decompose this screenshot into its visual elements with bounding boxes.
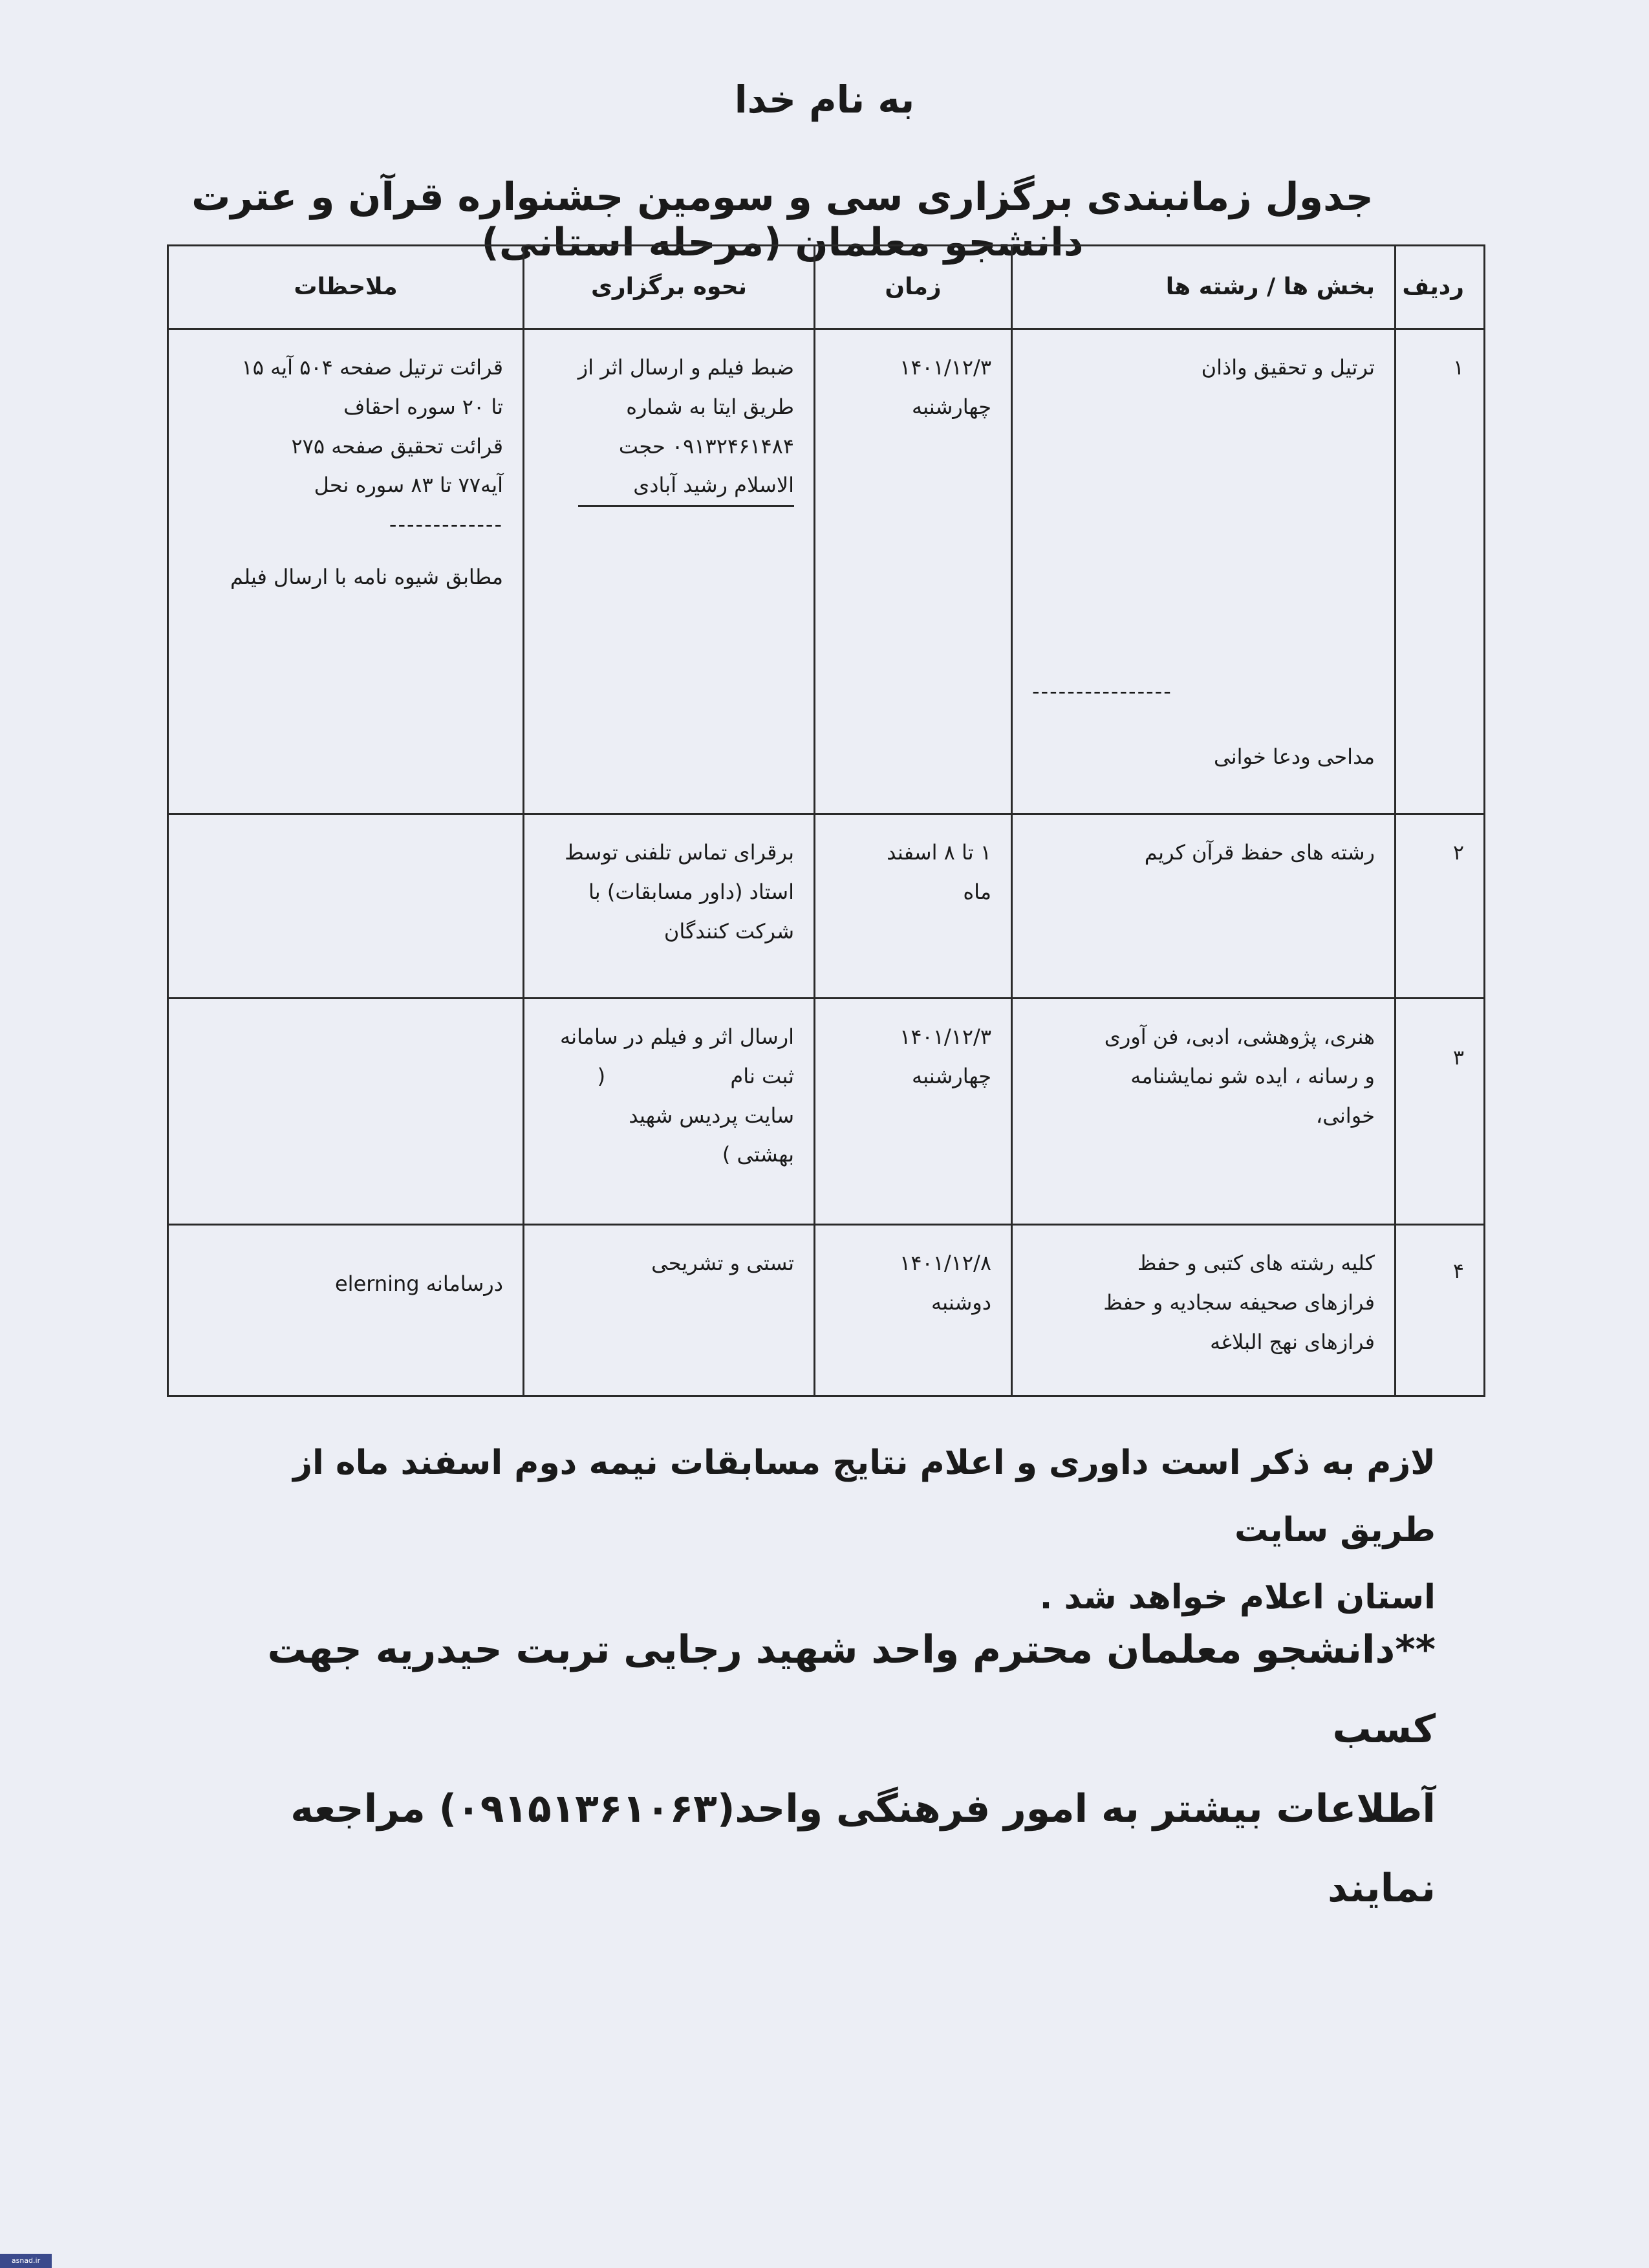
method-text: شرکت کنندگان (663, 918, 794, 944)
footer-line: **دانشجو معلمان محترم واحد شهید رجایی تربت حیدریه جهت کسب (267, 1627, 1436, 1752)
notes-cell (168, 1225, 524, 1396)
row-number: ۱ (1396, 329, 1485, 814)
time-cell (815, 1225, 1012, 1396)
notes-text: قرائت ترتیل صفحه ۵۰۴ آیه ۱۵ (241, 355, 503, 380)
notes-text: درسامانه elerning (334, 1271, 503, 1296)
row-number: ۴ (1396, 1225, 1485, 1396)
day-text: ماه (963, 879, 991, 904)
table-row (168, 329, 1485, 814)
footer-line: لازم به ذکر است داوری و اعلام نتایج مسابقات نیمه دوم اسفند ماه از طریق سایت (293, 1443, 1436, 1550)
day-text: چهارشنبه (911, 1063, 991, 1088)
section-text: خوانی، (1315, 1103, 1375, 1128)
cell-gap (1032, 387, 1375, 672)
notes-text: مطابق شیوه نامه با ارسال فیلم (230, 564, 503, 589)
bismillah-heading: به نام خدا (734, 78, 915, 122)
table-row (168, 814, 1485, 999)
results-announcement (194, 1429, 1436, 1631)
document-title: جدول زمانبندی برگزاری سی و سومین جشنواره قرآن و عترت دانشجو معلمان (مرحله استانی) (191, 175, 1374, 265)
method-text: بهشتی ) (722, 1142, 794, 1167)
section-text: و رسانه ، ایده شو نمایشنامه (1130, 1063, 1375, 1088)
time-cell (815, 999, 1012, 1225)
section-cell (1012, 999, 1396, 1225)
time-cell (815, 329, 1012, 814)
contact-notice (194, 1610, 1436, 1928)
notes-cell (168, 329, 524, 814)
col-header-time: زمان (815, 246, 1012, 329)
method-text: ثبت نام ( (597, 1063, 794, 1088)
section-text: فرازهای صحیفه سجادیه و حفظ (1103, 1290, 1375, 1315)
schedule-table (167, 244, 1485, 1397)
method-text: برقرای تماس تلفنی توسط (565, 840, 794, 865)
method-text: ارسال اثر و فیلم در سامانه (560, 1024, 794, 1049)
corner-label: asnad.ir (0, 2254, 52, 2268)
col-header-sections: بخش ها / رشته ها (1012, 246, 1396, 329)
method-text: طریق ایتا به شماره (626, 394, 794, 419)
date-text: ۱۴۰۱/۱۲/۳ (900, 1024, 991, 1049)
method-text: تستی و تشریحی (651, 1251, 794, 1275)
table-row (168, 1225, 1485, 1396)
col-header-method: نحوه برگزاری (524, 246, 815, 329)
section-text: رشته های حفظ قرآن کریم (1144, 840, 1375, 865)
method-cell (524, 329, 815, 814)
date-text: ۱۴۰۱/۱۲/۸ (900, 1251, 991, 1275)
section-text: کلیه رشته های کتبی و حفظ (1137, 1251, 1375, 1275)
section-cell (1012, 1225, 1396, 1396)
method-cell (524, 999, 815, 1225)
method-text: ضبط فیلم و ارسال اثر از (577, 355, 794, 380)
row-number: ۲ (1396, 814, 1485, 999)
table-header-row (168, 246, 1485, 329)
method-text: سایت پردیس شهید (629, 1103, 794, 1128)
method-block (578, 348, 794, 507)
method-text: استاد (داور مسابقات) با (588, 879, 794, 904)
dash-separator: ------------- (389, 512, 503, 537)
section-cell (1012, 814, 1396, 999)
section-text: فرازهای نهج البلاغه (1210, 1329, 1375, 1354)
date-text: ۱ تا ۸ اسفند (887, 840, 991, 865)
table-row (168, 999, 1485, 1225)
time-cell (815, 814, 1012, 999)
row-number: ۳ (1396, 999, 1485, 1225)
notes-cell (168, 814, 524, 999)
col-header-row-number: ردیف (1396, 246, 1485, 329)
notes-text: تا ۲۰ سوره احقاف (343, 394, 503, 419)
notes-cell (168, 999, 524, 1225)
notes-text: قرائت تحقیق صفحه ۲۷۵ (291, 433, 503, 459)
section-text: مداحی ودعا خوانی (1214, 744, 1375, 769)
method-text: ۰۹۱۳۲۴۶۱۴۸۴ حجت (618, 433, 794, 459)
col-header-notes: ملاحظات (168, 246, 524, 329)
section-text: هنری، پژوهشی، ادبی، فن آوری (1104, 1024, 1375, 1049)
method-cell (524, 814, 815, 999)
section-cell (1012, 329, 1396, 814)
day-text: چهارشنبه (911, 394, 991, 419)
day-text: دوشنبه (931, 1290, 991, 1315)
notes-text: آیه۷۷ تا ۸۳ سوره نحل (314, 473, 503, 498)
footer-line: استان اعلام خواهد شد . (1039, 1578, 1436, 1617)
method-text: الاسلام رشید آبادی (633, 473, 794, 498)
method-cell (524, 1225, 815, 1396)
date-text: ۱۴۰۱/۱۲/۳ (900, 355, 991, 380)
section-text: ترتیل و تحقیق واذان (1201, 355, 1375, 380)
dash-separator: ---------------- (1032, 678, 1172, 704)
footer-line: آطلاعات بیشتر به امور فرهنگی واحد(۰۹۱۵۱۳۶۱۰۶۳) مراجعه نمایند (290, 1786, 1436, 1911)
